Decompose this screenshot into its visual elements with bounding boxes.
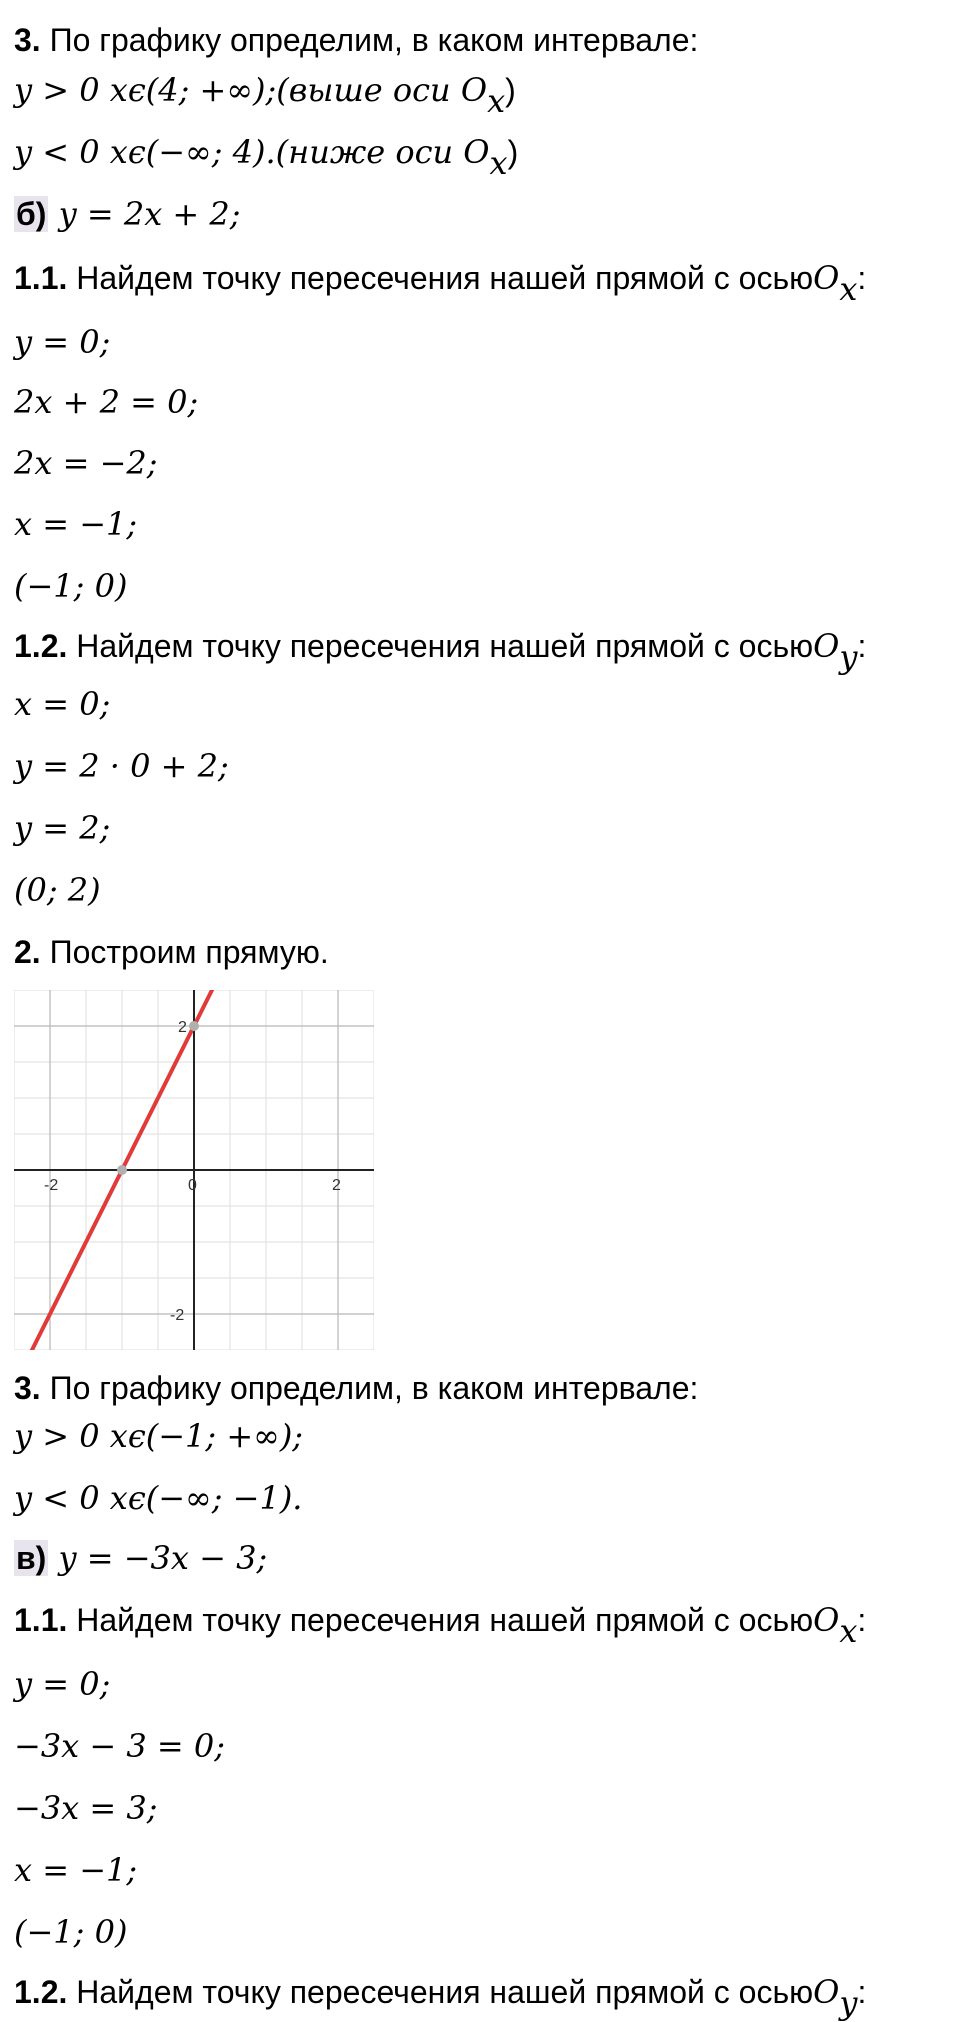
item-number: 1.2. [14, 628, 68, 664]
text-line [14, 1972, 867, 2022]
text-line [14, 870, 101, 910]
math-tail: ) [507, 134, 519, 170]
item-number: 1.2. [14, 1974, 68, 2010]
intersection-point [117, 1165, 127, 1175]
text-line [14, 443, 158, 483]
text-line [14, 746, 229, 786]
text-line [14, 322, 110, 362]
item-number: 1.1. [14, 1602, 68, 1638]
math-expression: 2x + 2 = 0; [14, 383, 199, 421]
text-line [14, 194, 241, 234]
x-tick-label: 0 [188, 1177, 197, 1194]
text-line [14, 1478, 302, 1518]
text-line [14, 1726, 225, 1766]
text-line [14, 382, 198, 422]
text-line [14, 1850, 137, 1890]
text-line [14, 1416, 303, 1456]
math-expression: x = 0; [14, 685, 111, 723]
math-expression: y = 2x + 2; [48, 195, 241, 233]
math-expression: (−1; 0) [14, 567, 128, 605]
math-expression: O [813, 1973, 840, 2011]
line-graph [14, 990, 374, 1350]
text-line [14, 1600, 867, 1651]
item-number: 3. [14, 22, 41, 58]
math-expression: O [813, 627, 840, 665]
text-line [14, 566, 127, 606]
math-expression: x = −1; [14, 1851, 138, 1889]
text-line [14, 684, 110, 724]
text-line [14, 504, 137, 544]
math-expression: −3x = 3; [14, 1789, 158, 1827]
math-tail: : [857, 628, 867, 664]
math-expression: y > 0 xϵ(−1; +∞); [14, 1417, 304, 1455]
math-expression: 2x = −2; [14, 444, 158, 482]
math-expression: y < 0 xϵ(−∞; −1). [14, 1479, 303, 1517]
text-line [14, 1538, 267, 1578]
line-text: Построим прямую. [40, 934, 329, 970]
math-expression: y > 0 xϵ(4; +∞);(выше оси O [14, 71, 488, 109]
math-expression: y = 0; [14, 323, 111, 361]
math-expression: x = −1; [14, 505, 138, 543]
x-tick-label: 2 [332, 1177, 341, 1194]
text-line [14, 70, 516, 121]
math-expression: O [813, 1601, 840, 1639]
math-expression: y < 0 xϵ(−∞; 4).(ниже оси O [14, 133, 490, 171]
axis-subscript: x [839, 1612, 858, 1651]
math-tail: : [857, 260, 867, 296]
item-number: б) [16, 196, 47, 232]
y-tick-label: 2 [178, 1019, 187, 1036]
math-tail: : [857, 1602, 867, 1638]
intersection-point [189, 1021, 199, 1031]
math-expression: O [813, 259, 840, 297]
item-number: 3. [14, 1370, 41, 1406]
math-expression: −3x − 3 = 0; [14, 1727, 226, 1765]
math-tail: : [857, 1974, 867, 2010]
text-line [14, 1664, 110, 1704]
text-line [14, 808, 110, 848]
text-line [14, 132, 519, 183]
text-line [14, 1788, 158, 1828]
line-text: По графику определим, в каком интервале: [40, 22, 699, 58]
item-number: 1.1. [14, 260, 68, 296]
text-line [14, 20, 698, 60]
line-text: Найдем точку пересечения нашей прямой с осью [67, 1974, 814, 2010]
math-tail: ) [505, 72, 516, 108]
axis-subscript: x [489, 144, 508, 183]
line-text: Найдем точку пересечения нашей прямой с осью [67, 1602, 814, 1638]
text-line [14, 258, 867, 309]
text-line [14, 1912, 127, 1952]
math-expression: y = 2 · 0 + 2; [14, 747, 229, 785]
axis-subscript: x [487, 82, 506, 121]
x-tick-label: -2 [44, 1177, 59, 1194]
y-tick-label: -2 [170, 1307, 185, 1324]
item-number: в) [16, 1540, 47, 1576]
axis-subscript: y [839, 638, 858, 677]
text-line [14, 932, 329, 972]
line-text: Найдем точку пересечения нашей прямой с осью [67, 260, 814, 296]
math-expression: (0; 2) [14, 871, 101, 909]
math-expression: y = 0; [14, 1665, 111, 1703]
line-text: По графику определим, в каком интервале: [40, 1370, 699, 1406]
math-expression: y = −3x − 3; [48, 1539, 268, 1577]
axis-subscript: y [839, 1984, 858, 2022]
math-expression: (−1; 0) [14, 1913, 128, 1951]
math-expression: y = 2; [14, 809, 111, 847]
text-line [14, 626, 867, 677]
item-number: 2. [14, 934, 41, 970]
line-text: Найдем точку пересечения нашей прямой с осью [67, 628, 814, 664]
text-line [14, 1368, 698, 1408]
axis-subscript: x [839, 270, 858, 309]
